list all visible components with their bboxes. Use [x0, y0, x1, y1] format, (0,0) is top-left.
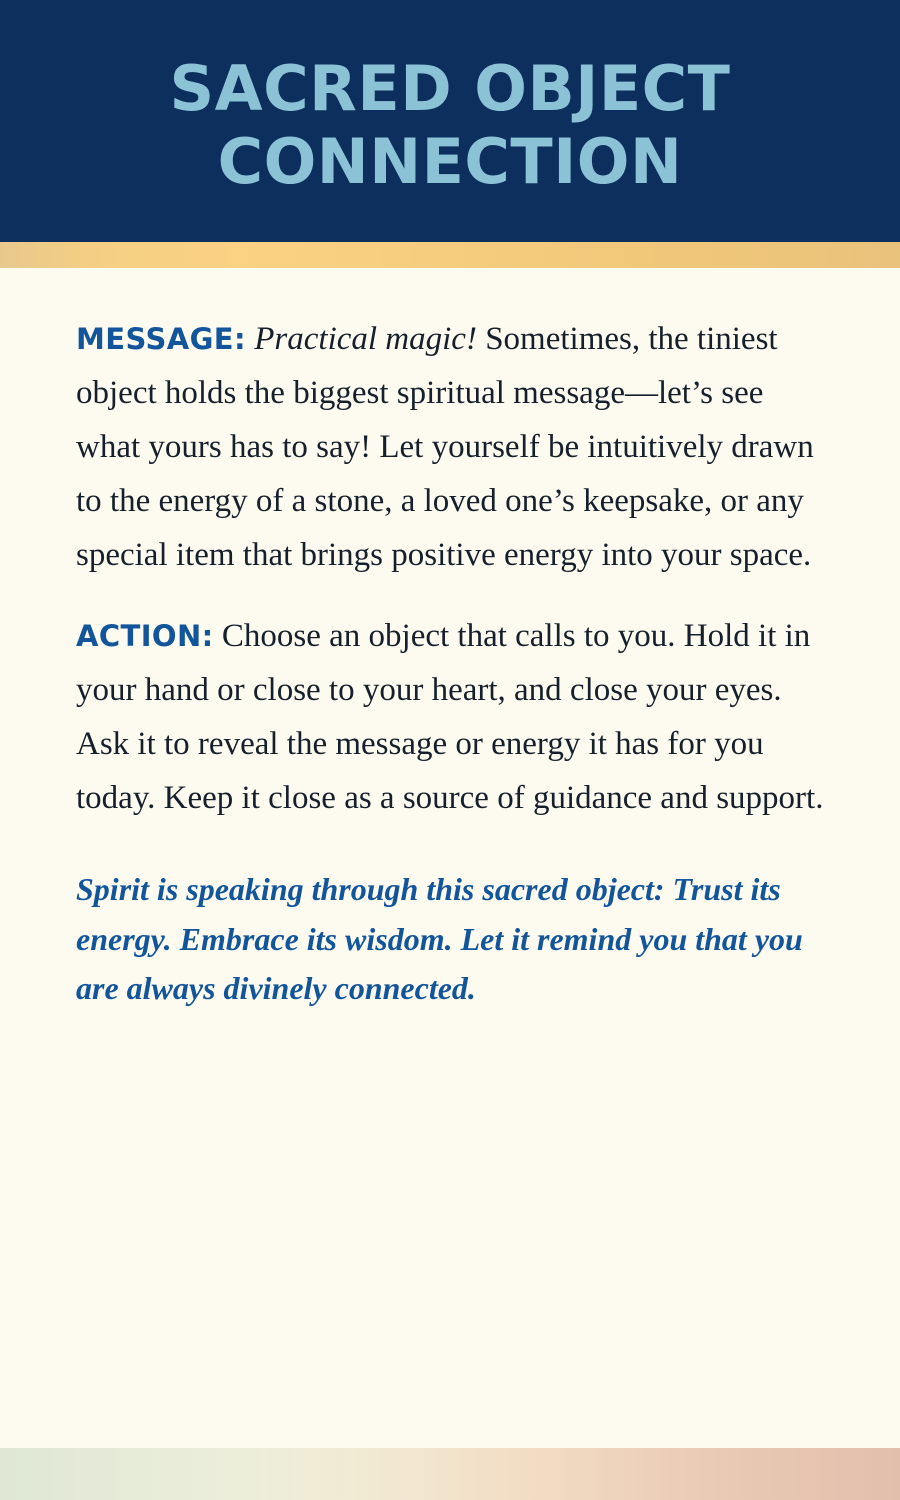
message-text: Sometimes, the tiniest object holds the biggest spiritual message—let’s see what yours has to say! Let yourself be intuitively drawn to the energy of a stone, a loved one’s keepsake, or any special item that brings positive energy into your space. — [76, 321, 814, 574]
message-paragraph — [76, 312, 828, 583]
card-header — [0, 0, 900, 242]
action-text: Choose an object that calls to you. Hold it in your hand or close to your heart, and close your eyes. Ask it to reveal the message or energy it has for you today. Keep it close as a source of guidance and support. — [76, 617, 824, 816]
page-title: SACRED OBJECT CONNECTION — [169, 52, 731, 199]
gold-divider — [0, 242, 900, 268]
action-paragraph — [76, 609, 828, 825]
action-label: ACTION: — [76, 618, 214, 653]
card-content — [0, 268, 900, 1500]
message-emphasis: Practical magic! — [254, 321, 477, 357]
message-label: MESSAGE: — [76, 322, 246, 356]
closing-affirmation: Spirit is speaking through this sacred object: Trust its energy. Embrace its wisdom. Let it remind you that you are always divinely connected. — [76, 870, 803, 1007]
footer-gradient-strip — [0, 1448, 900, 1500]
